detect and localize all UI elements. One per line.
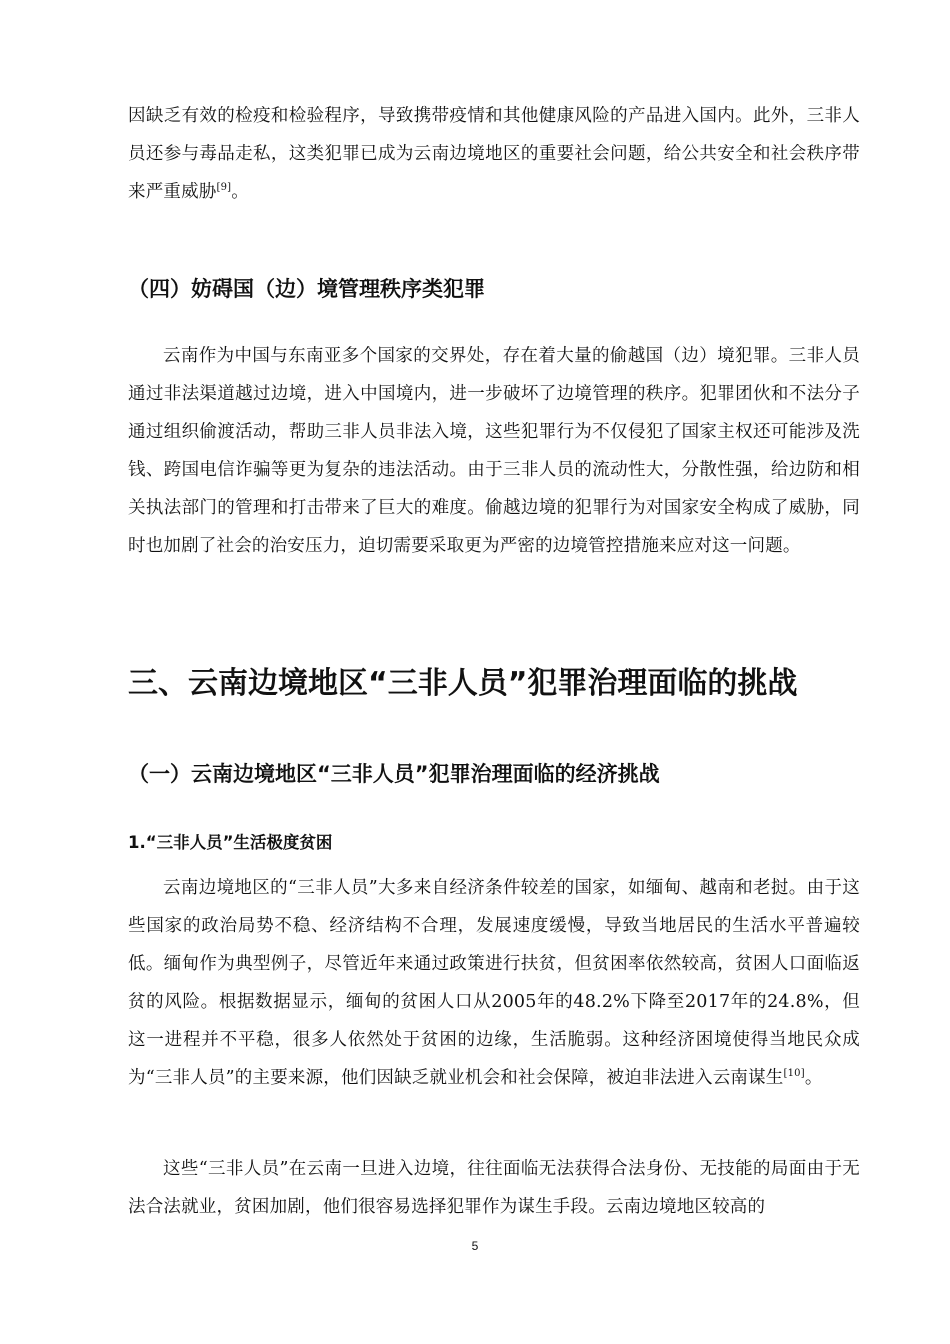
heading-item-1: 1.“三非人员”生活极度贫困 xyxy=(128,833,333,852)
paragraph-tail: 。 xyxy=(804,1068,823,1088)
paragraph-text: 云南边境地区的“三非人员”大多来自经济条件较差的国家，如缅甸、越南和老挝。由于这些国家的政治局势不稳、经济结构不合理，发展速度缓慢，导致当地居民的生活水平普遍较低。缅甸作为典型例子，尽管近年来通过政策进行扶贫，但贫困率依然较高，贫困人口面临返贫的风险。根据数据显示，缅甸的贫困人口从2005年的48.2%下降至2017年的24.8%，但这一进程并不平稳，很多人依然处于贫困的边缘，生活脆弱。这种经济困境使得当地民众成为“三非人员”的主要来源，他们因缺乏就业机会和社会保障，被迫非法进入云南谋生 xyxy=(128,878,860,1088)
heading-section-3: 三、云南边境地区“三非人员”犯罪治理面临的挑战 xyxy=(128,666,798,701)
paragraph-tail: 。 xyxy=(231,182,249,202)
paragraph-continues: 这些“三非人员”在云南一旦进入边境，往往面临无法获得合法身份、无技能的局面由于无法合法就业，贫困加剧，他们很容易选择犯罪作为谋生手段。云南边境地区较高的 xyxy=(128,1159,860,1217)
paragraph-text: 因缺乏有效的检疫和检验程序，导致携带疫情和其他健康风险的产品进入国内。此外，三非人员还参与毒品走私，这类犯罪已成为云南边境地区的重要社会问题，给公共安全和社会秩序带来严重威胁 xyxy=(128,106,860,202)
paragraph-poverty xyxy=(128,869,860,1097)
paragraph-continuation xyxy=(128,97,860,211)
citation-ref: [10] xyxy=(783,1068,805,1080)
heading-section-4: （四）妨碍国（边）境管理秩序类犯罪 xyxy=(128,277,485,301)
page-number: 5 xyxy=(471,1239,479,1253)
citation-ref: [9] xyxy=(216,182,232,194)
paragraph-border-crime: 云南作为中国与东南亚多个国家的交界处，存在着大量的偷越国（边）境犯罪。三非人员通过非法渠道越过边境，进入中国境内，进一步破坏了边境管理的秩序。犯罪团伙和不法分子通过组织偷渡活动，帮助三非人员非法入境，这些犯罪行为不仅侵犯了国家主权还可能涉及洗钱、跨国电信诈骗等更为复杂的违法活动。由于三非人员的流动性大，分散性强，给边防和相关执法部门的管理和打击带来了巨大的难度。偷越边境的犯罪行为对国家安全构成了威胁，同时也加剧了社会的治安压力，迫切需要采取更为严密的边境管控措施来应对这一问题。 xyxy=(128,346,860,556)
heading-subsection-1: （一）云南边境地区“三非人员”犯罪治理面临的经济挑战 xyxy=(128,762,660,786)
